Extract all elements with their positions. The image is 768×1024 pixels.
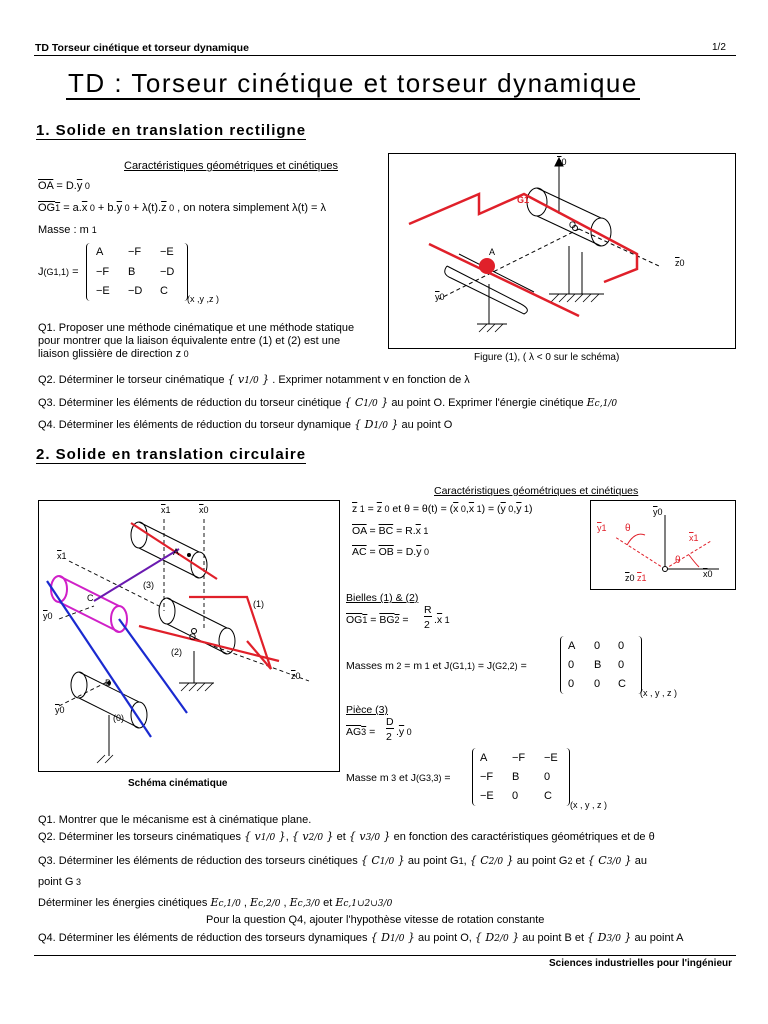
ang-theta1: θ <box>625 523 631 534</box>
ang-y0: $\overline{y}0$ <box>653 507 663 517</box>
s2-a21: 0 <box>568 659 575 671</box>
page-number: 1/2 <box>712 42 726 53</box>
s2-q3e: point G 3 <box>38 876 81 888</box>
fig2-a-label: A <box>173 547 180 557</box>
s1-inertia-label: J(G1,1) = <box>38 266 79 278</box>
s2-b12: −F <box>512 752 526 764</box>
s2-x1: $.\overline{x}$ 1 <box>434 614 450 626</box>
s2-d: D <box>386 716 394 728</box>
fig1-g1-label: G1 <box>517 195 530 205</box>
s2-z1: $\overline{z}$ $1 = \overline{z}$ 0 et $\theta = \theta(t) = (\overline{x}$ $0,\overline{x}$ $1) = (\overline{y}$ $0,\overline{y}$ 1) <box>352 503 533 515</box>
ang-x1: $\overline{x}1$ <box>689 533 699 543</box>
footer-text: Sciences industrielles pour l'ingénieur <box>549 958 732 969</box>
s2-piece3: Pièce (3) <box>346 704 389 716</box>
fig2-y0b-label: $\overline{y}0$ <box>55 705 65 715</box>
fig2-y0-label: $\overline{y}0$ <box>43 611 53 621</box>
s2-og1: OG1 = BG2 = <box>346 614 409 626</box>
ang-z0z1: $\overline{z}0$ $\overline{z}1$ <box>625 573 647 583</box>
fig2-x1b-label: $\overline{x}1$ <box>57 551 67 561</box>
s2-q3: Q3. Déterminer les éléments de réduction des torseurs cinétiques { C1/0 } au point G1, { C2/0 } au point G2 et { C3/0 } au <box>38 854 647 867</box>
fig2-x1-label: $\overline{x}1$ <box>161 505 171 515</box>
s1-m11: A <box>96 246 104 258</box>
fig2-x0-label: $\overline{x}0$ <box>199 505 209 515</box>
s1-q1c: liaison glissière de direction z 0 <box>38 348 189 360</box>
s1-m22: B <box>128 266 136 278</box>
s2-a11: A <box>568 640 576 652</box>
s2-b33: C <box>544 790 552 802</box>
point-a-mass <box>479 258 495 274</box>
s2-d-den: 2 <box>386 731 392 743</box>
s2-b32: 0 <box>512 790 519 802</box>
s1-q4: Q4. Déterminer les éléments de réduction du torseur dynamique { D1/0 } au point O <box>38 418 453 431</box>
hatch-marks <box>479 294 599 332</box>
page-title: TD : Torseur cinétique et torseur dynamique <box>68 68 638 98</box>
fig1-x0-label: $\overline{x}0$ <box>557 157 567 167</box>
s2-b23: 0 <box>544 771 551 783</box>
s1-q1b: pour montrer que la liaison équivalente entre (1) et (2) est une <box>38 335 341 347</box>
s2-b21: −F <box>480 771 494 783</box>
footer-rule <box>34 955 736 956</box>
s1-q3: Q3. Déterminer les éléments de réduction du torseur cinétique { C1/0 } au point O. Exprimer l'énergie cinétique Ec,1/0 <box>38 396 618 409</box>
s2-ag3: AG3 = <box>346 726 376 738</box>
s1-m32: −D <box>128 285 143 297</box>
s1-oa: $\overline{OA} = D.\overline{y}$ 0 <box>38 180 90 192</box>
piece-3 <box>94 549 179 601</box>
s2-masses: Masses m 2 = m 1 et J(G1,1) = J(G2,2) = <box>346 660 527 672</box>
s2-bielles: Bielles (1) & (2) <box>346 592 419 604</box>
header-title: TD Torseur cinétique et torseur dynamique <box>35 42 249 54</box>
figure-1-drawing <box>389 154 735 348</box>
fig1-a-label: A <box>489 247 496 257</box>
figure-2 <box>38 500 340 772</box>
s2-a23: 0 <box>618 659 625 671</box>
angle-drawing <box>591 501 735 589</box>
s2-ac-ob: $\overline{AC} = \overline{OB} = D.\overline{y}$ 0 <box>352 546 429 558</box>
s2-a31: 0 <box>568 678 575 690</box>
fig2-z0-label: $\overline{z}0$ <box>291 671 301 681</box>
s1-q2: Q2. Déterminer le torseur cinématique { v1/0 } . Exprimer notamment v en fonction de λ <box>38 373 470 386</box>
fig1-z0-label: $\overline{z}0$ <box>675 258 685 268</box>
s2-basis3: (x , y , z ) <box>570 800 607 810</box>
figure-1 <box>388 153 736 349</box>
fig2-b-label: B <box>105 678 112 688</box>
s2-q2: Q2. Déterminer les torseurs cinématiques { v1/0 }, { v2/0 } et { v3/0 } en fonction des caractéristiques géométriques et de θ <box>38 830 655 843</box>
s2-y0: $.\overline{y}$ 0 <box>396 726 412 738</box>
s1-basis: (x ,y ,z ) <box>187 294 219 304</box>
ang-y1: $\overline{y}1$ <box>597 523 607 533</box>
section2-heading: 2. Solide en translation circulaire <box>36 446 307 463</box>
s1-og1: $OG1 = a.\overline{x}$ $0 + b.\overline{y}$ $0 + \lambda(t).\overline{z}$ 0 , on notera simplement λ(t) = λ <box>38 202 327 214</box>
s1-m12: −F <box>128 246 142 258</box>
s1-m23: −D <box>160 266 175 278</box>
header-rule <box>34 55 736 56</box>
s2-a12: 0 <box>594 640 601 652</box>
fig2-n0-label: (0) <box>113 713 124 723</box>
schema-caption: Schéma cinématique <box>128 778 228 789</box>
s2-q1: Q1. Montrer que le mécanisme est à cinématique plane. <box>38 814 312 826</box>
s1-m31: −E <box>96 285 110 297</box>
s2-a13: 0 <box>618 640 625 652</box>
fig2-c-label: C <box>87 593 94 603</box>
figure-1-caption: Figure (1), ( λ < 0 sur le schéma) <box>474 352 620 363</box>
ang-theta2: θ <box>675 555 681 566</box>
figure-angle <box>590 500 736 590</box>
s1-caract-title: Caractéristiques géométriques et cinétiques <box>124 160 339 172</box>
fig2-n2-label: (2) <box>171 647 182 657</box>
s1-m13: −E <box>160 246 174 258</box>
s2-r: R <box>424 604 432 616</box>
s2-b13: −E <box>544 752 558 764</box>
bielle-2 <box>119 619 187 713</box>
y0-axis <box>439 229 579 299</box>
ang-x0: $\overline{x}0$ <box>703 569 713 579</box>
s2-q4: Q4. Déterminer les éléments de réduction des torseurs dynamiques { D1/0 } au point O, { D2/0 } au point B et { D3/0 } au point A <box>38 931 684 944</box>
s2-b11: A <box>480 752 488 764</box>
red-body <box>409 194 637 282</box>
s1-m33: C <box>160 285 168 297</box>
s1-m21: −F <box>96 266 110 278</box>
s2-oa-bc: $\overline{OA} = \overline{BC} = R.\overline{x}$ 1 <box>352 525 429 537</box>
hatch-marks-2 <box>97 683 213 763</box>
s2-energies: Déterminer les énergies cinétiques Ec,1/0 , Ec,2/0 , Ec,3/0 et Ec,1∪2∪3/0 <box>38 896 393 909</box>
section1-heading: 1. Solide en translation rectiligne <box>36 122 307 139</box>
fig1-o-label: O <box>569 220 577 230</box>
fig2-n3-label: (3) <box>143 580 154 590</box>
fig2-n1-label: (1) <box>253 599 264 609</box>
s1-q1: Q1. Proposer une méthode cinématique et une méthode statique <box>38 322 355 334</box>
s2-masse3: Masse m 3 et J(G3,3) = <box>346 772 451 784</box>
s2-a33: C <box>618 678 626 690</box>
s2-basis1: (x , y , z ) <box>640 688 677 698</box>
s2-b31: −E <box>480 790 494 802</box>
s2-a22: B <box>594 659 602 671</box>
s2-caract-title: Caractéristiques géométriques et cinétiques <box>434 485 639 497</box>
fig1-y0-label: $\overline{y}0$ <box>435 292 445 302</box>
red-slide <box>429 244 579 316</box>
s2-note: Pour la question Q4, ajouter l'hypothèse vitesse de rotation constante <box>206 914 545 926</box>
s1-masse: Masse : m 1 <box>38 224 97 236</box>
s2-b22: B <box>512 771 520 783</box>
fig2-o-label: O <box>189 632 197 642</box>
s2-r-den: 2 <box>424 619 430 631</box>
s2-a32: 0 <box>594 678 601 690</box>
